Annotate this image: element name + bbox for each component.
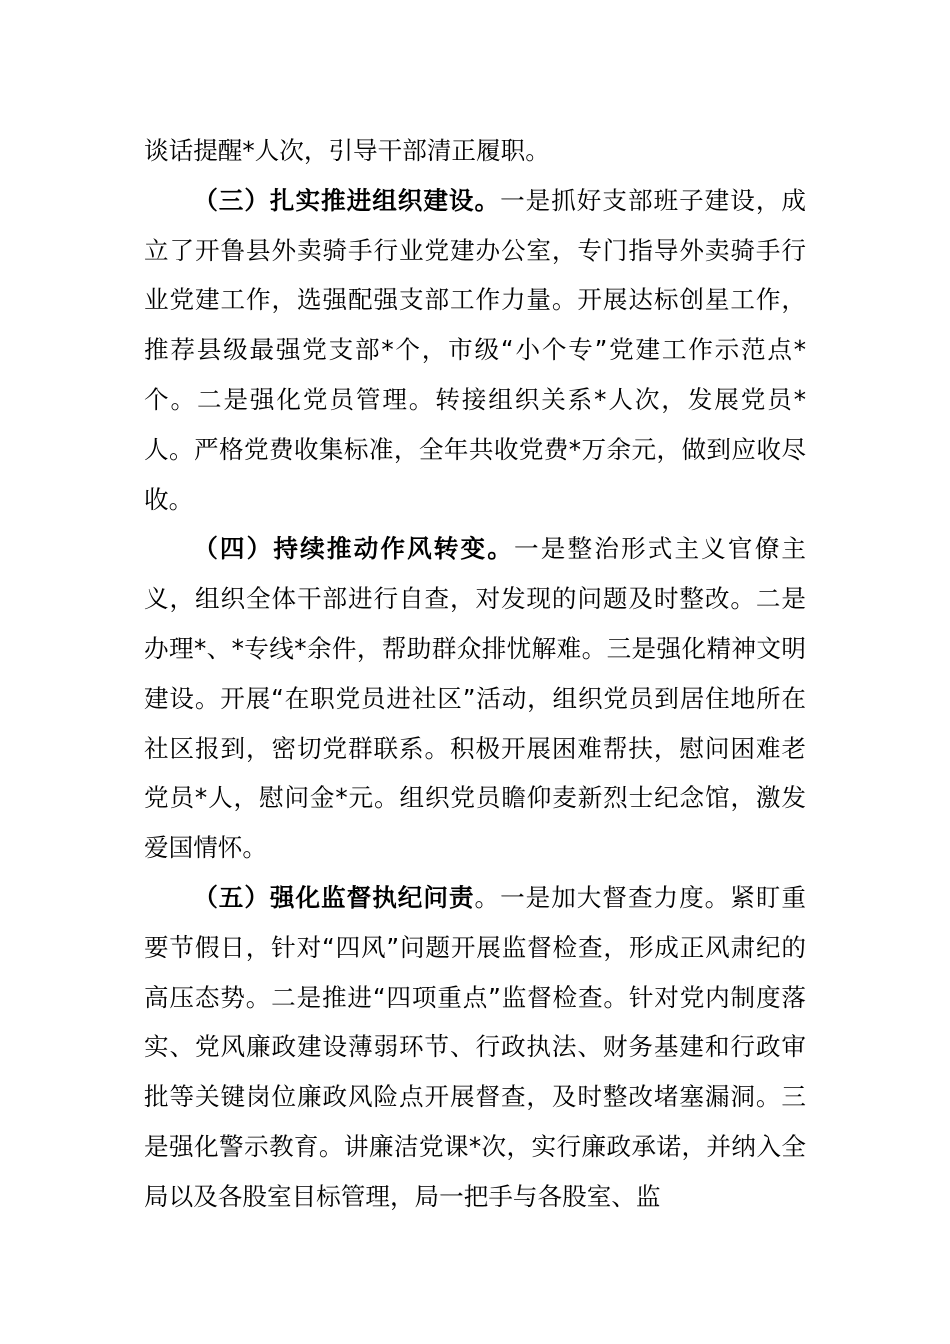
- paragraph-text: 。一是加大督查力度。紧盯重要节假日，针对“四风”问题开展监督检查，形成正风肃纪的高压态势。二是推进“四项重点”监督检查。针对党内制度落实、党风廉政建设薄弱环节、行政执法、财务基建和行政审批等关键岗位廉政风险点开展督查，及时整改堵塞漏洞。三是强化警示教育。讲廉洁党课*次，实行廉政承诺，并纳入全局以及各股室目标管理，局一把手与各股室、监: [144, 882, 806, 1211]
- paragraph-continuation: [144, 126, 806, 176]
- section-heading-five: （五）强化监督执纪问责: [193, 882, 475, 912]
- paragraph-work-style: [144, 524, 806, 873]
- paragraph-text: 一是整治形式主义官僚主义，组织全体干部进行自查，对发现的问题及时整改。二是办理*、*专线*余件，帮助群众排忧解难。三是强化精神文明建设。开展“在职党员进社区”活动，组织党员到居住地所在社区报到，密切党群联系。积极开展困难帮扶，慰问困难老党员*人，慰问金*元。组织党员瞻仰麦新烈士纪念馆，激发爱国情怀。: [144, 534, 806, 863]
- section-heading-four: （四）持续推动作风转变。: [193, 534, 515, 564]
- paragraph-text: 谈话提醒*人次，引导干部清正履职。: [144, 136, 550, 165]
- document-body: [144, 126, 806, 1222]
- paragraph-supervision: [144, 873, 806, 1222]
- paragraph-text: 一是抓好支部班子建设，成立了开鲁县外卖骑手行业党建办公室，专门指导外卖骑手行业党建工作，选强配强支部工作力量。开展达标创星工作，推荐县级最强党支部*个，市级“小个专”党建工作示范点*个。二是强化党员管理。转接组织关系*人次，发展党员*人。严格党费收集标准，全年共收党费*万余元，做到应收尽收。: [144, 185, 806, 514]
- section-heading-three: （三）扎实推进组织建设。: [193, 185, 501, 215]
- paragraph-organization-building: [144, 176, 806, 525]
